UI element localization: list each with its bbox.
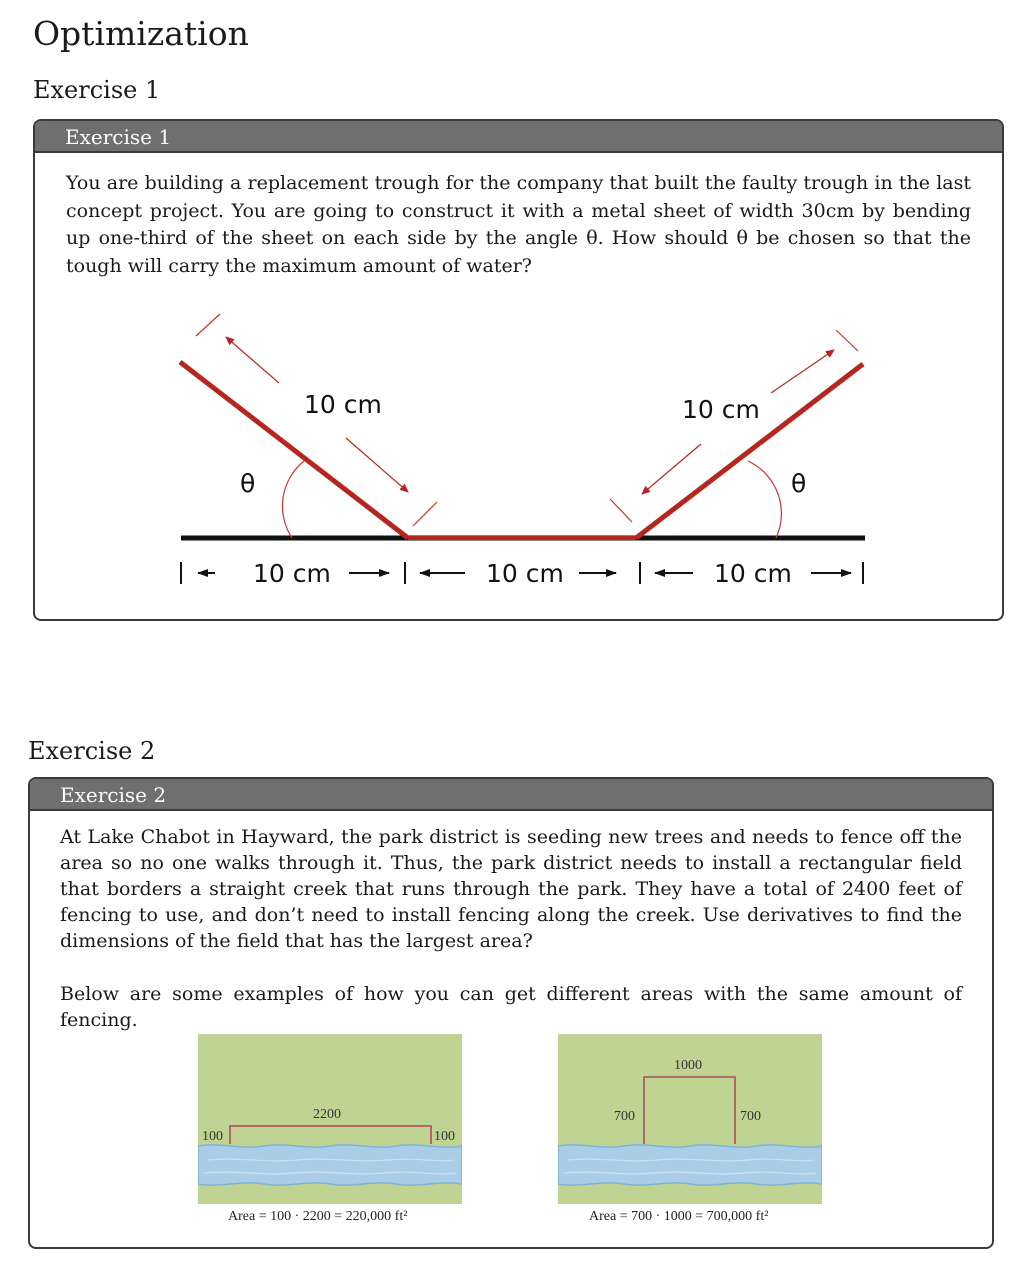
exercise-2-heading: Exercise 2 (28, 737, 156, 765)
creek (198, 1145, 462, 1185)
left-arrow-up (226, 337, 279, 383)
bottom-label-1: 10 cm (253, 559, 331, 588)
left-tick-bottom (413, 502, 437, 526)
left-tick-top (196, 314, 220, 336)
bottom-label-2: 10 cm (486, 559, 564, 588)
trough-diagram (35, 121, 1002, 619)
left-angle-label: θ (240, 469, 256, 498)
fence-figure-1 (198, 1034, 462, 1204)
left-angle-arc (282, 461, 304, 538)
exercise-2-text: At Lake Chabot in Hayward, the park district is seeding new trees and needs to fence off the area so no one walks through it. Thus, the park district needs to install a rectangular field that borders a straight creek that runs through the park. They have a total of 2400 feet of fencing to use, and don’t need to install fencing along the creek. Use derivatives to find the dimensions of the field that has the largest area? (60, 826, 962, 952)
right-side (636, 364, 863, 538)
page-title: Optimization (33, 14, 249, 53)
bottom-label-3: 10 cm (714, 559, 792, 588)
fence-figure-2 (558, 1034, 822, 1204)
exercise-1-box (33, 119, 1004, 621)
figure-2-caption: Area = 700 · 1000 = 700,000 ft² (589, 1209, 769, 1224)
left-arrow-down (346, 438, 408, 492)
right-tick-bottom (610, 499, 632, 522)
fence-top-label: 2200 (313, 1107, 341, 1122)
exercise-2-text-examples: Below are some examples of how you can get different areas with the same amount of fencing. (60, 983, 962, 1031)
exercise-2-box-title: Exercise 2 (30, 779, 992, 811)
right-arrow-up (771, 350, 834, 393)
fence-right-label: 100 (434, 1129, 455, 1144)
exercise-1-heading: Exercise 1 (33, 76, 161, 104)
right-tick-top (836, 330, 858, 351)
figure-1-caption: Area = 100 · 2200 = 220,000 ft² (228, 1209, 408, 1224)
creek (558, 1145, 822, 1185)
right-angle-label: θ (791, 469, 807, 498)
fence-left-label: 100 (202, 1129, 223, 1144)
right-side-label: 10 cm (682, 395, 760, 424)
exercise-1-text: You are building a replacement trough for the company that built the faulty trough in the last concept project. You are going to construct it with a metal sheet of width 30cm by bending up one-third of the sheet on each side by the angle θ. How should θ be chosen so that the tough will carry the maximum amount of water? (66, 172, 971, 277)
exercise-2-box (28, 777, 994, 1249)
exercise-1-box-title: Exercise 1 (35, 121, 1002, 153)
right-arrow-down (642, 444, 701, 494)
right-angle-arc (748, 461, 781, 538)
fence-top-label: 1000 (674, 1058, 702, 1073)
fence-left-label: 700 (614, 1109, 635, 1124)
left-side-label: 10 cm (304, 390, 382, 419)
fence-right-label: 700 (740, 1109, 761, 1124)
left-side (180, 362, 408, 538)
